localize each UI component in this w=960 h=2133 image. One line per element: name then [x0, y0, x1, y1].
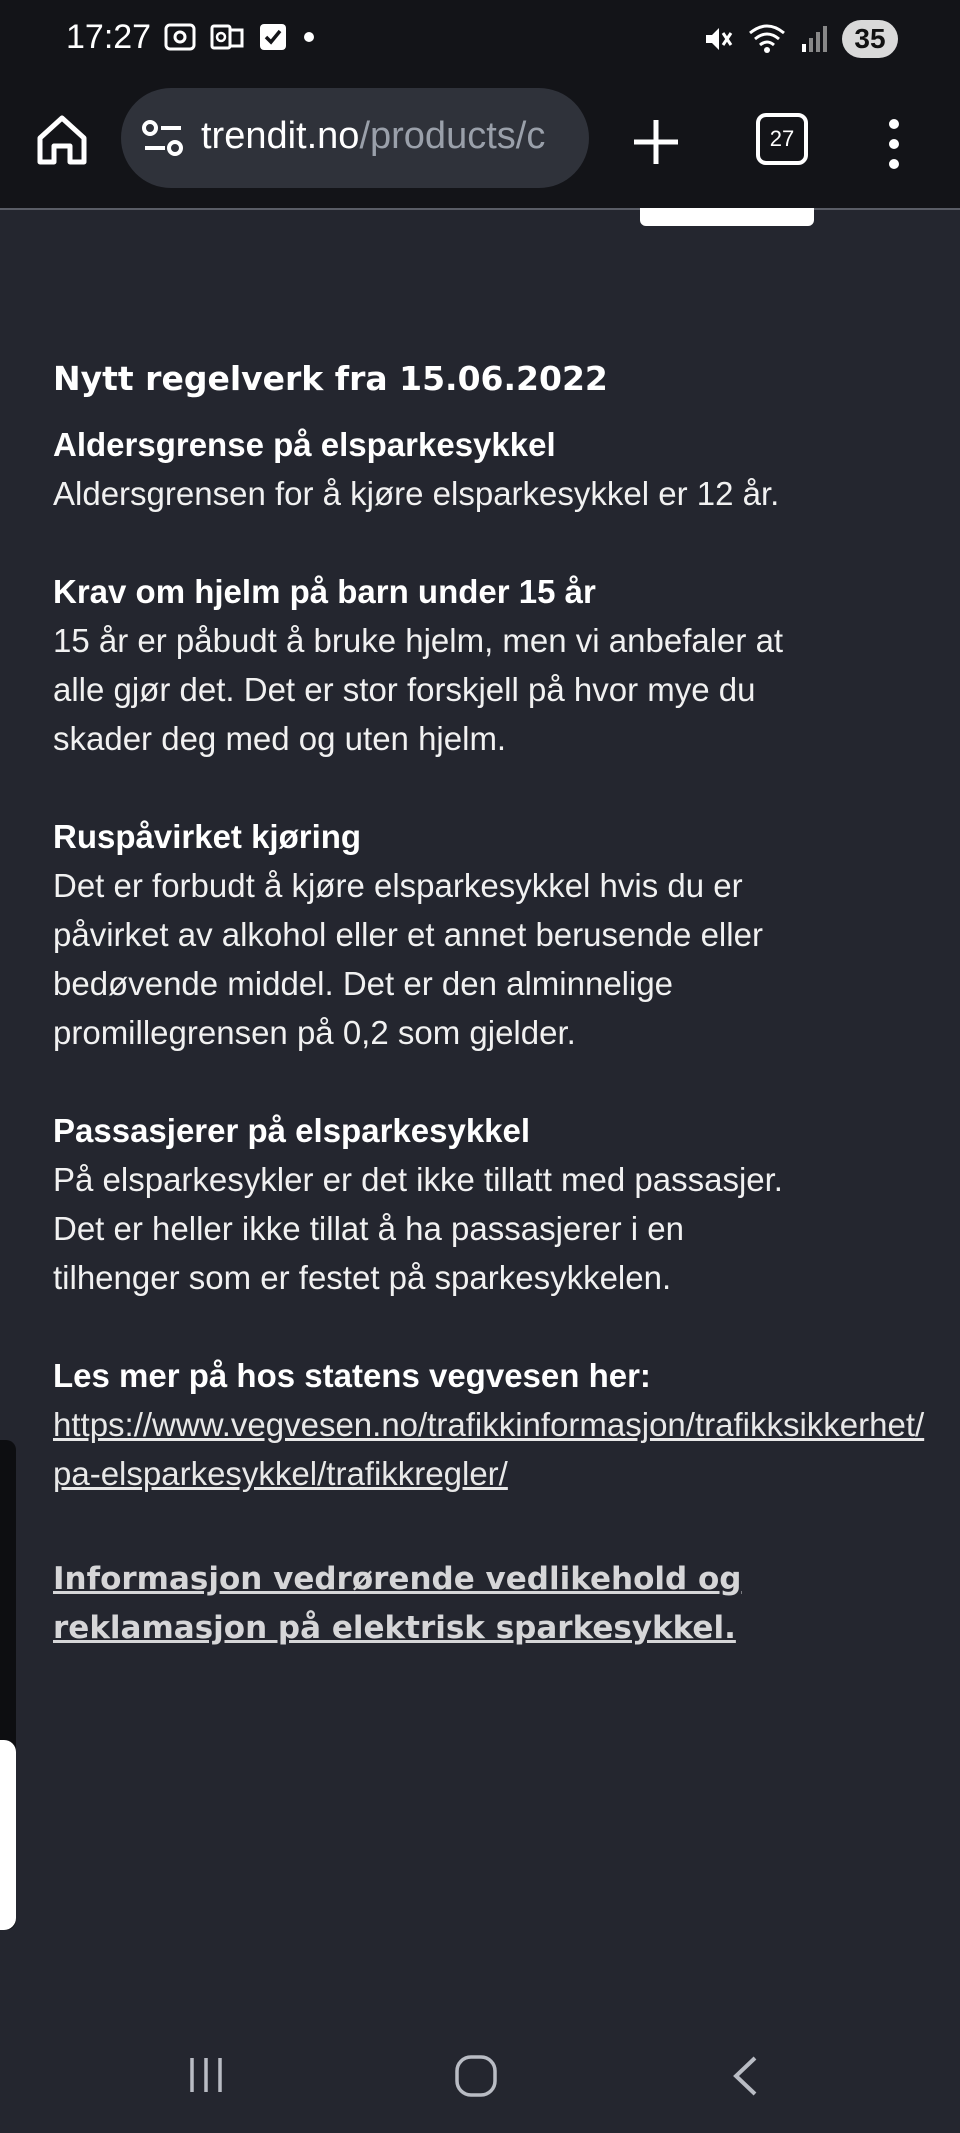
info-link-line2[interactable]: reklamasjon på elektrisk sparkesykkel.	[53, 1610, 736, 1646]
section-text: Det er forbudt å kjøre elsparkesykkel hvis du er	[53, 867, 743, 904]
section-title: Aldersgrense på elsparkesykkel	[53, 426, 556, 463]
new-tab-button[interactable]	[628, 114, 684, 170]
more-vert-icon	[882, 114, 906, 174]
section-intoxication	[53, 812, 953, 1057]
browser-toolbar	[0, 78, 960, 210]
more-menu-button[interactable]	[882, 114, 906, 174]
home-icon	[30, 108, 94, 172]
info-link-line1[interactable]: Informasjon vedrørende vedlikehold og	[53, 1561, 742, 1597]
section-text: Det er heller ikke tillat å ha passasjerer i en	[53, 1210, 684, 1247]
vegvesen-link-line1[interactable]: https://www.vegvesen.no/trafikkinformasjon/trafikksikkerhet/	[53, 1406, 925, 1443]
home-button[interactable]	[30, 108, 94, 172]
section-title: Passasjerer på elsparkesykkel	[53, 1112, 531, 1149]
signal-icon	[800, 24, 828, 54]
back-icon	[730, 2054, 760, 2098]
mute-icon	[702, 23, 734, 55]
section-text: 15 år er påbudt å bruke hjelm, men vi anbefaler at	[53, 622, 784, 659]
section-text: skader deg med og uten hjelm.	[53, 720, 507, 757]
home-nav-icon	[454, 2054, 498, 2098]
maintenance-info-link[interactable]	[53, 1555, 953, 1653]
outlook-icon	[210, 22, 244, 52]
wifi-icon	[748, 23, 786, 55]
plus-icon	[628, 114, 684, 170]
section-text: promillegrensen på 0,2 som gjelder.	[53, 1014, 576, 1051]
url-domain: trendit.no	[201, 115, 360, 157]
section-read-more	[53, 1351, 953, 1498]
home-nav-button[interactable]	[454, 2054, 498, 2098]
notification-icons	[164, 22, 316, 52]
article-heading: Nytt regelverk fra 15.06.2022	[53, 359, 608, 398]
status-time: 17:27	[66, 18, 152, 56]
section-text: På elsparkesykler er det ikke tillatt med passasjer.	[53, 1161, 783, 1198]
dot-icon	[302, 30, 316, 44]
section-passengers	[53, 1106, 953, 1302]
address-bar[interactable]	[121, 88, 589, 188]
vegvesen-link-line2[interactable]: pa-elsparkesykkel/trafikkregler/	[53, 1455, 508, 1492]
site-settings-icon[interactable]	[141, 118, 185, 158]
section-text: bedøvende middel. Det er den alminnelige	[53, 965, 674, 1002]
screenshot-icon	[164, 22, 196, 52]
url-text[interactable]	[201, 115, 545, 158]
section-text: Aldersgrensen for å kjøre elsparkesykkel er 12 år.	[53, 475, 780, 512]
section-title: Ruspåvirket kjøring	[53, 818, 362, 855]
section-title: Krav om hjelm på barn under 15 år	[53, 573, 596, 610]
status-bar	[0, 0, 960, 78]
section-helmet	[53, 567, 953, 763]
url-path: /products/c	[359, 115, 546, 157]
section-text: alle gjør det. Det er stor forskjell på hvor mye du	[53, 671, 756, 708]
page-overlay-tab	[640, 208, 814, 226]
battery-indicator: 35	[842, 20, 898, 58]
section-text: tilhenger som er festet på sparkesykkelen.	[53, 1259, 672, 1296]
back-button[interactable]	[730, 2054, 760, 2098]
section-age-limit	[53, 420, 953, 518]
section-text: påvirket av alkohol eller et annet berusende eller	[53, 916, 763, 953]
recents-button[interactable]	[186, 2056, 226, 2094]
system-icons	[702, 20, 898, 58]
recents-icon	[186, 2056, 226, 2094]
read-more-title: Les mer på hos statens vegvesen her:	[53, 1357, 651, 1394]
checkbox-icon	[258, 22, 288, 52]
system-navigation-bar	[0, 2010, 960, 2133]
floating-widget-edge[interactable]	[0, 1740, 16, 1930]
tab-switcher-button[interactable]: 27	[756, 113, 808, 165]
article-content	[53, 356, 953, 1653]
